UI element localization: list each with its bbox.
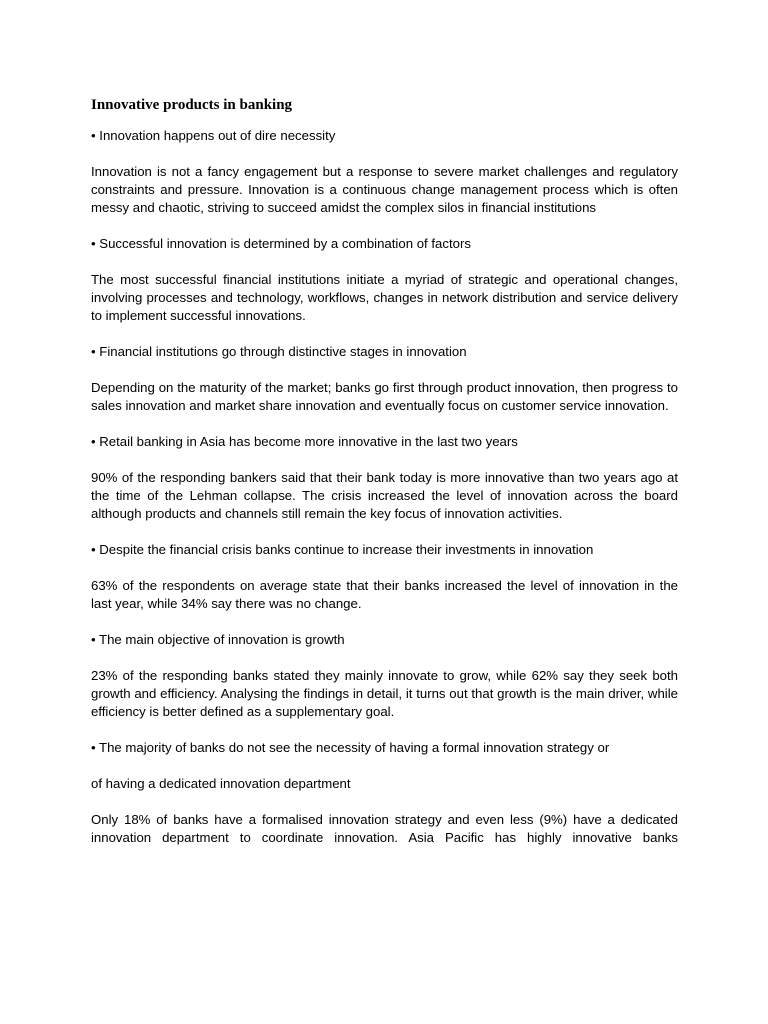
paragraph: Depending on the maturity of the market; banks go first through product innovation, then progress to sales innovation and market share innovation and eventually focus on customer service innovation. [91,380,678,413]
bullet-heading: • Despite the financial crisis banks continue to increase their investments in innovation [91,542,594,557]
paragraph: 90% of the responding bankers said that their bank today is more innovative than two years ago at the time of the Lehman collapse. The crisis increased the level of innovation across the board although products and channels still remain the key focus of innovation activities. [91,470,678,521]
bullet-heading: • The majority of banks do not see the necessity of having a formal innovation strategy or [91,740,610,755]
bullet-heading: • The main objective of innovation is growth [91,632,345,647]
paragraph: 23% of the responding banks stated they mainly innovate to grow, while 62% say they seek both growth and efficiency. Analysing the findings in detail, it turns out that growth is the main driver, while efficiency is better defined as a supplementary goal. [91,668,678,719]
bullet-heading: • Successful innovation is determined by a combination of factors [91,236,471,251]
bullet-heading: • Retail banking in Asia has become more innovative in the last two years [91,434,518,449]
document-page [91,95,678,865]
bullet-heading: • Innovation happens out of dire necessity [91,128,336,143]
paragraph: 63% of the respondents on average state that their banks increased the level of innovation in the last year, while 34% say there was no change. [91,578,678,611]
bullet-heading: • Financial institutions go through distinctive stages in innovation [91,344,467,359]
paragraph: Innovation is not a fancy engagement but a response to severe market challenges and regulatory constraints and pressure. Innovation is a continuous change management process which is often messy and chaotic, striving to succeed amidst the complex silos in financial institutions [91,164,678,215]
paragraph: of having a dedicated innovation department [91,776,351,791]
document-title: Innovative products in banking [91,97,293,113]
paragraph: The most successful financial institutions initiate a myriad of strategic and operational changes, involving processes and technology, workflows, changes in network distribution and service delivery to implement successful innovations. [91,272,678,323]
final-paragraph: Only 18% of banks have a formalised innovation strategy and even less (9%) have a dedicated innovation department to coordinate innovation. Asia Pacific has highly innovative banks [91,812,678,845]
